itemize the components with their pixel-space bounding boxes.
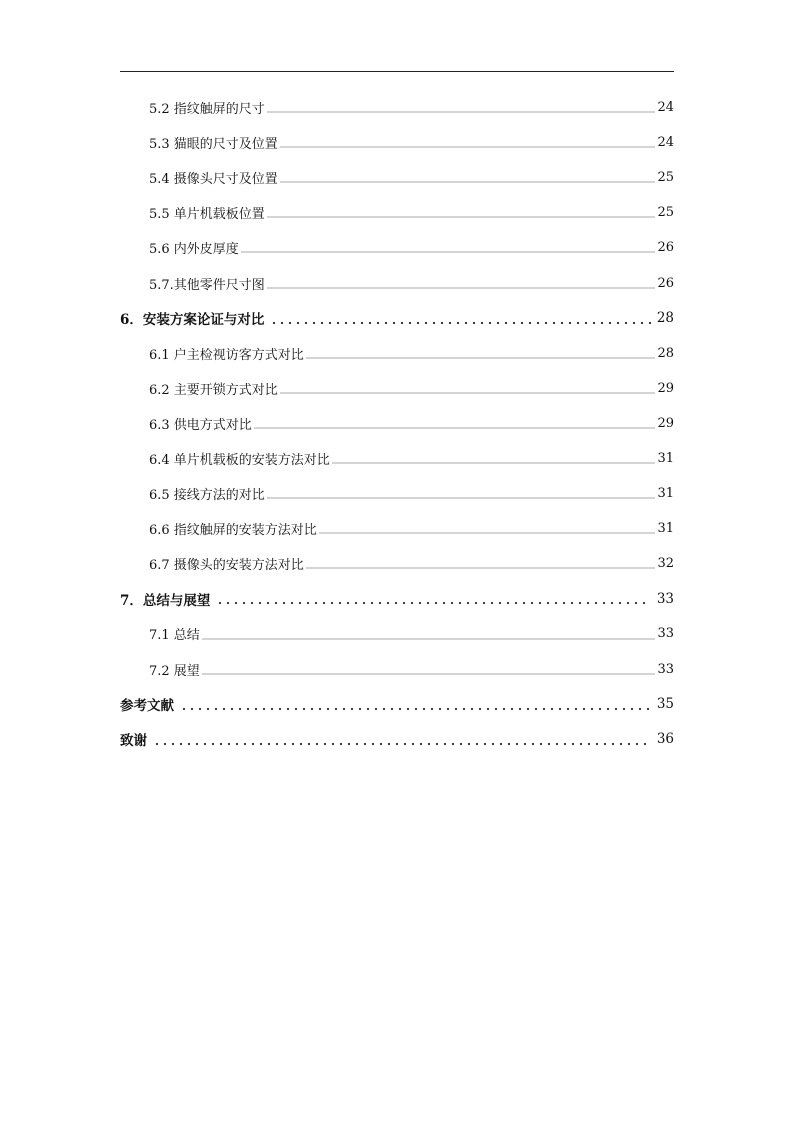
toc-entry-title: 6．安装方案论证与对比 xyxy=(120,312,265,329)
toc-entry[interactable] xyxy=(120,511,674,546)
toc-entry-page: 28 xyxy=(656,310,674,327)
toc-entry-page: 24 xyxy=(657,135,674,151)
dot-leader xyxy=(202,673,656,675)
dot-leader xyxy=(319,532,656,534)
dot-leader xyxy=(280,181,656,183)
toc-entry-title: 7.1 总结 xyxy=(149,628,200,644)
toc-entry-title: 7.2 展望 xyxy=(149,663,200,679)
toc-entry-page: 36 xyxy=(656,731,674,748)
toc-entry-page: 33 xyxy=(656,590,674,607)
dot-leader xyxy=(241,251,656,253)
dot-leader xyxy=(267,111,656,113)
toc-entry[interactable] xyxy=(120,160,674,195)
toc-entry-title: 5.5 单片机载板位置 xyxy=(149,207,265,223)
toc-entry-title: 6.6 指纹触屏的安装方法对比 xyxy=(149,523,317,539)
dot-leader xyxy=(270,321,650,325)
toc-entry-page: 25 xyxy=(657,170,674,186)
dot-leader xyxy=(153,742,651,746)
toc-entry-page: 28 xyxy=(657,345,674,361)
dot-leader xyxy=(267,287,656,289)
toc-entry-page: 29 xyxy=(657,415,674,431)
toc-entry[interactable] xyxy=(120,652,674,687)
toc-entry[interactable] xyxy=(120,371,674,406)
toc-entry-title: 致谢 xyxy=(120,733,147,750)
toc-entry-page: 29 xyxy=(657,380,674,396)
dot-leader xyxy=(216,601,650,605)
toc-entry[interactable] xyxy=(120,476,674,511)
toc-entry-title: 6.2 主要开锁方式对比 xyxy=(149,382,278,398)
dot-leader xyxy=(280,392,656,394)
dot-leader xyxy=(332,462,656,464)
table-of-contents xyxy=(120,90,674,757)
toc-entry[interactable] xyxy=(120,265,674,300)
dot-leader xyxy=(280,146,656,148)
toc-entry-page: 31 xyxy=(657,486,674,502)
toc-entry-title: 6.1 户主检视访客方式对比 xyxy=(149,347,304,363)
toc-entry-page: 31 xyxy=(657,450,674,466)
toc-entry[interactable] xyxy=(120,125,674,160)
toc-entry-title: 6.5 接线方法的对比 xyxy=(149,488,265,504)
toc-entry[interactable] xyxy=(120,195,674,230)
toc-chapter-entry[interactable] xyxy=(120,301,674,336)
toc-entry-page: 26 xyxy=(657,275,674,291)
toc-entry[interactable] xyxy=(120,441,674,476)
toc-entry-page: 26 xyxy=(657,240,674,256)
toc-entry-title: 6.4 单片机载板的安装方法对比 xyxy=(149,452,330,468)
toc-entry[interactable] xyxy=(120,406,674,441)
toc-entry-page: 24 xyxy=(657,100,674,116)
toc-chapter-entry[interactable] xyxy=(120,581,674,616)
toc-entry-title: 5.4 摄像头尺寸及位置 xyxy=(149,172,278,188)
header-rule xyxy=(120,71,674,72)
toc-entry-page: 32 xyxy=(657,556,674,572)
dot-leader xyxy=(254,427,656,429)
toc-entry[interactable] xyxy=(120,546,674,581)
dot-leader xyxy=(267,216,656,218)
toc-entry-page: 31 xyxy=(657,521,674,537)
dot-leader xyxy=(306,357,656,359)
toc-entry-page: 25 xyxy=(657,205,674,221)
toc-entry-title: 5.7.其他零件尺寸图 xyxy=(149,277,265,293)
toc-chapter-entry[interactable] xyxy=(120,687,674,722)
toc-entry-title: 7．总结与展望 xyxy=(120,592,211,609)
toc-entry-title: 5.6 内外皮厚度 xyxy=(149,242,239,258)
toc-entry-title: 5.2 指纹触屏的尺寸 xyxy=(149,102,265,118)
dot-leader xyxy=(267,497,656,499)
toc-entry-title: 5.3 猫眼的尺寸及位置 xyxy=(149,137,278,153)
dot-leader xyxy=(306,567,656,569)
toc-entry[interactable] xyxy=(120,616,674,651)
toc-entry-page: 33 xyxy=(657,661,674,677)
toc-entry-page: 33 xyxy=(657,626,674,642)
toc-chapter-entry[interactable] xyxy=(120,722,674,757)
toc-entry[interactable] xyxy=(120,336,674,371)
toc-entry[interactable] xyxy=(120,230,674,265)
toc-entry-title: 参考文献 xyxy=(120,698,174,715)
toc-entry[interactable] xyxy=(120,90,674,125)
dot-leader xyxy=(180,707,651,711)
dot-leader xyxy=(202,638,656,640)
toc-entry-title: 6.7 摄像头的安装方法对比 xyxy=(149,558,304,574)
toc-entry-page: 35 xyxy=(656,696,674,713)
toc-entry-title: 6.3 供电方式对比 xyxy=(149,417,252,433)
